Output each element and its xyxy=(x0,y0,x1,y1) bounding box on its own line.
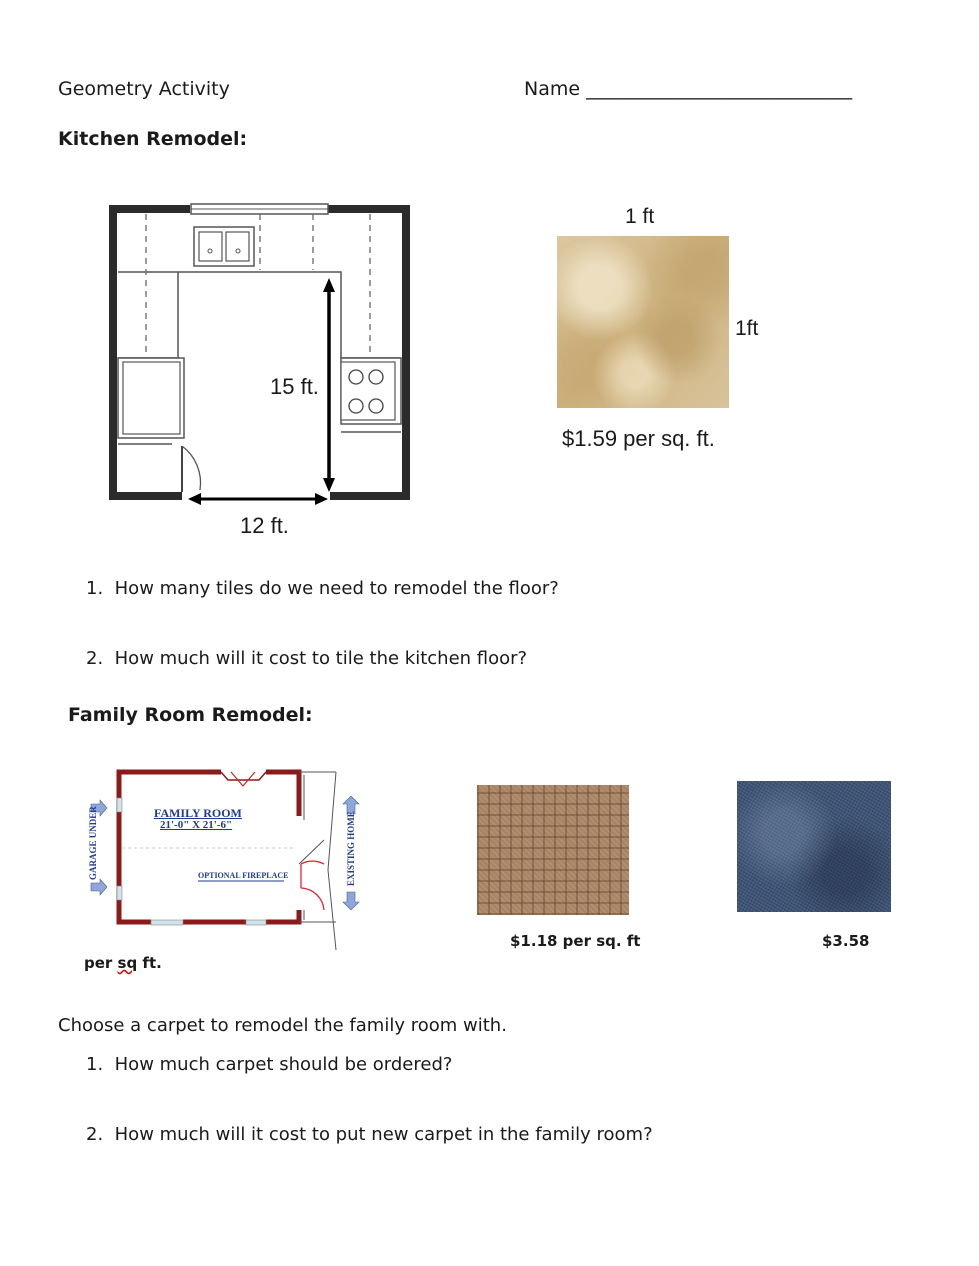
carpet-blue-price: $3.58 xyxy=(822,932,870,950)
question-number: 1. xyxy=(86,1054,104,1075)
price-text-spellcheck: sq xyxy=(117,954,138,972)
question-number: 1. xyxy=(86,578,104,599)
question-text: How much will it cost to tile the kitchen floor? xyxy=(114,648,528,669)
kitchen-width-label: 12 ft. xyxy=(240,513,289,538)
family-question-1 xyxy=(86,1054,452,1075)
carpet-sample-blue xyxy=(737,781,891,912)
worksheet-title: Geometry Activity xyxy=(58,78,230,100)
family-room-floor-plan xyxy=(86,760,376,960)
carpet-sample-tan xyxy=(477,785,629,915)
kitchen-heading: Kitchen Remodel: xyxy=(58,128,248,150)
kitchen-question-1 xyxy=(86,578,559,599)
question-number: 2. xyxy=(86,648,104,669)
carpet-blue-price-continued xyxy=(84,954,162,972)
tile-side-dimension: 1ft xyxy=(735,317,759,340)
question-number: 2. xyxy=(86,1124,104,1145)
family-room-heading: Family Room Remodel: xyxy=(68,704,313,726)
family-question-2 xyxy=(86,1124,653,1145)
question-text: How much will it cost to put new carpet in the family room? xyxy=(114,1124,653,1145)
kitchen-floor-plan xyxy=(108,200,418,545)
family-room-size: 21'-0" X 21'-6" xyxy=(160,819,233,831)
family-room-name: FAMILY ROOM xyxy=(154,806,242,820)
kitchen-question-2 xyxy=(86,648,527,669)
carpet-tan-price: $1.18 per sq. ft xyxy=(510,932,641,950)
kitchen-height-label: 15 ft. xyxy=(270,374,319,399)
price-text: ft. xyxy=(137,954,162,972)
question-text: How much carpet should be ordered? xyxy=(114,1054,453,1075)
family-room-intro: Choose a carpet to remodel the family room with. xyxy=(58,1015,507,1036)
floor-tile-sample xyxy=(557,236,729,408)
optional-fireplace-label: OPTIONAL FIREPLACE xyxy=(198,871,289,880)
price-text: per xyxy=(84,954,118,972)
existing-home-label: EXISTING HOME xyxy=(346,811,356,886)
tile-price: $1.59 per sq. ft. xyxy=(562,426,715,451)
name-field[interactable]: Name ____________________________ xyxy=(524,78,853,100)
question-text: How many tiles do we need to remodel the floor? xyxy=(114,578,559,599)
garage-under-label: GARAGE UNDER xyxy=(88,806,98,880)
tile-top-dimension: 1 ft xyxy=(625,205,655,228)
